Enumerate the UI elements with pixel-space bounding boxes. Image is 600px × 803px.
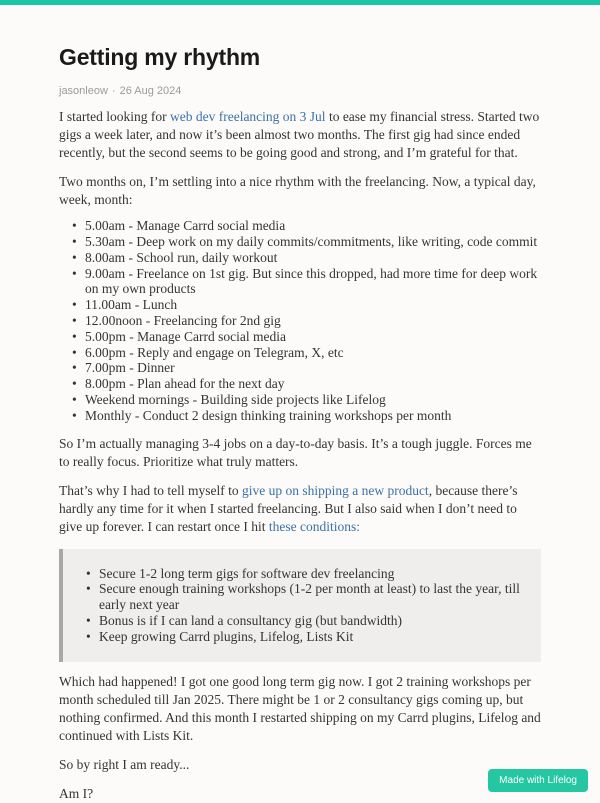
list-item: • Weekend mornings - Building side projects like Lifelog (81, 392, 541, 408)
list-item: • 12.00noon - Freelancing for 2nd gig (81, 313, 541, 329)
paragraph-text: That’s why I had to tell myself to (59, 482, 242, 498)
post-date: 26 Aug 2024 (119, 85, 182, 98)
conditions-quote (59, 549, 541, 662)
byline-separator: · (111, 85, 116, 98)
link-web-dev-freelancing[interactable]: web dev freelancing on 3 Jul (169, 109, 326, 125)
list-item: • Keep growing Carrd plugins, Lifelog, Lists Kit (95, 629, 523, 645)
page-title: Getting my rhythm (59, 44, 261, 70)
paragraph-am-i: Am I? (59, 785, 94, 801)
list-item: • Secure 1-2 long term gigs for software dev freelancing (95, 566, 523, 582)
author-name: jasonleow (59, 85, 108, 98)
paragraph-text: I started looking for (59, 109, 170, 125)
list-item: • 5.00pm - Manage Carrd social media (81, 329, 541, 345)
byline (59, 85, 541, 97)
paragraph-happened: Which had happened! I got one good long term gig now. I got 2 training workshops per month scheduled till Jan 2025. There might be 1 or 2 consultancy gigs coming up, but nothing confirmed. And this month I restarted shipping on my Carrd plugins, Lifelog and continued with Lists Kit. (59, 673, 541, 743)
paragraph-giveup (59, 482, 541, 536)
paragraph-juggle: So I’m actually managing 3-4 jobs on a day-to-day basis. It’s a tough juggle. Forces me to really focus. Prioritize what truly matters. (59, 435, 532, 469)
list-item: • Secure enough training workshops (1-2 per month at least) to last the year, till early next year (95, 581, 523, 613)
link-give-up-shipping[interactable]: give up on shipping a new product (241, 482, 429, 498)
list-item: • Monthly - Conduct 2 design thinking training workshops per month (81, 408, 541, 424)
paragraph-rhythm: Two months on, I’m settling into a nice rhythm with the freelancing. Now, a typical day, week, month: (59, 174, 536, 208)
list-item: • 7.00pm - Dinner (81, 360, 541, 376)
list-item: • 6.00pm - Reply and engage on Telegram, X, etc (81, 345, 541, 361)
blog-post (59, 45, 541, 803)
list-item: • Bonus is if I can land a consultancy gig (but bandwidth) (95, 613, 523, 629)
list-item: • 8.00pm - Plan ahead for the next day (81, 376, 541, 392)
schedule-list (59, 218, 541, 423)
paragraph-ready: So by right I am ready... (59, 756, 190, 772)
list-item: • 5.30am - Deep work on my daily commits/commitments, like writing, code commit (81, 234, 541, 250)
link-these-conditions[interactable]: these conditions: (268, 518, 361, 534)
conditions-list (73, 566, 523, 645)
list-item: • 5.00am - Manage Carrd social media (81, 218, 541, 234)
paragraph-text: , because there’s hardly any time for it when I started freelancing. But I also said when I don’t need to give up forever. I can restart once I hit (59, 482, 518, 534)
list-item: • 11.00am - Lunch (81, 297, 541, 313)
list-item: • 9.00am - Freelance on 1st gig. But since this dropped, had more time for deep work on my own products (81, 266, 541, 298)
paragraph-text: to ease my financial stress. Started two gigs a week later, and now it’s been almost two months. The first gig had since ended recently, but the second seems to be going good and strong, and I’m grateful for that. (59, 109, 540, 161)
paragraph-intro (59, 108, 541, 162)
made-with-lifelog-badge[interactable]: Made with Lifelog (488, 769, 588, 792)
top-accent-bar (0, 0, 600, 5)
list-item: • 8.00am - School run, daily workout (81, 250, 541, 266)
